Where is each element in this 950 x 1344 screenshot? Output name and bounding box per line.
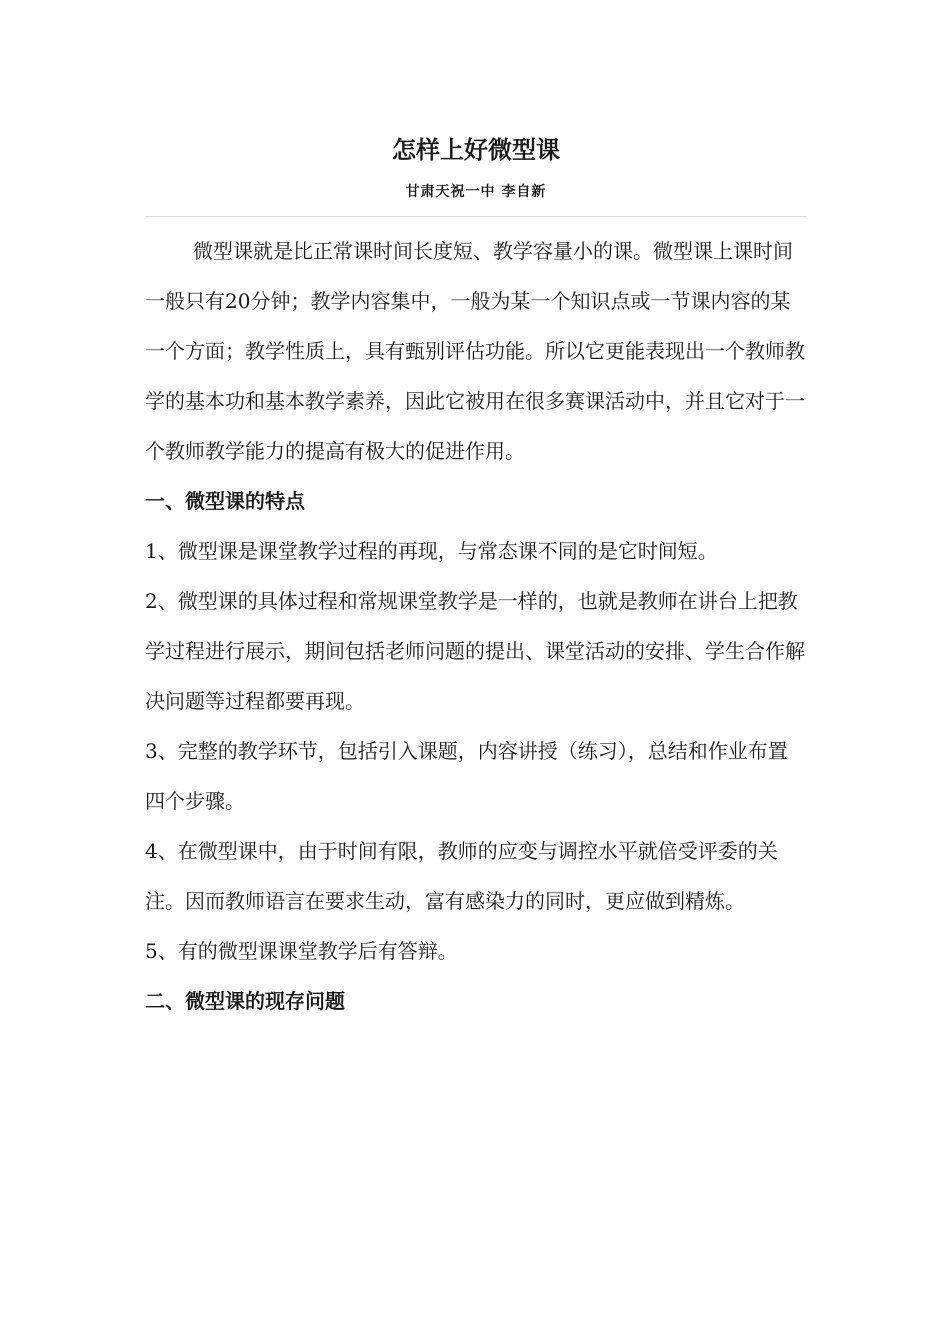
section-heading-features: 一、微型课的特点 [145,489,305,513]
list-item-4: 4、在微型课中，由于时间有限，教师的应变与调控水平就倍受评委的关注。因而教师语言在要求生动，富有感染力的同时，更应做到精炼。 [145,839,778,913]
intro-paragraph: 微型课就是比正常课时间长度短、教学容量小的课。微型课上课时间一般只有20分钟；教学内容集中，一般为某一个知识点或一节课内容的某一个方面；教学性质上，具有甄别评估功能。所以它更能表现出一个教师教学的基本功和基本教学素养，因此它被用在很多赛课活动中，并且它对于一个教师教学能力的提高有极大的促进作用。 [145,239,805,463]
document-page [145,0,807,1344]
title-divider [145,216,807,217]
list-item-3: 3、完整的教学环节，包括引入课题，内容讲授（练习），总结和作业布置四个步骤。 [145,739,788,813]
document-body [145,226,807,1026]
list-item-5: 5、有的微型课课堂教学后有答辩。 [145,939,458,963]
document-author: 甘肃天祝一中 李自新 [405,184,547,200]
document-title: 怎样上好微型课 [392,135,560,164]
list-item-1: 1、微型课是课堂教学过程的再现，与常态课不同的是它时间短。 [145,539,718,563]
list-item-2: 2、微型课的具体过程和常规课堂教学是一样的，也就是教师在讲台上把教学过程进行展示，期间包括老师问题的提出、课堂活动的安排、学生合作解决问题等过程都要再现。 [145,589,805,713]
section-heading-problems: 二、微型课的现存问题 [145,989,345,1013]
